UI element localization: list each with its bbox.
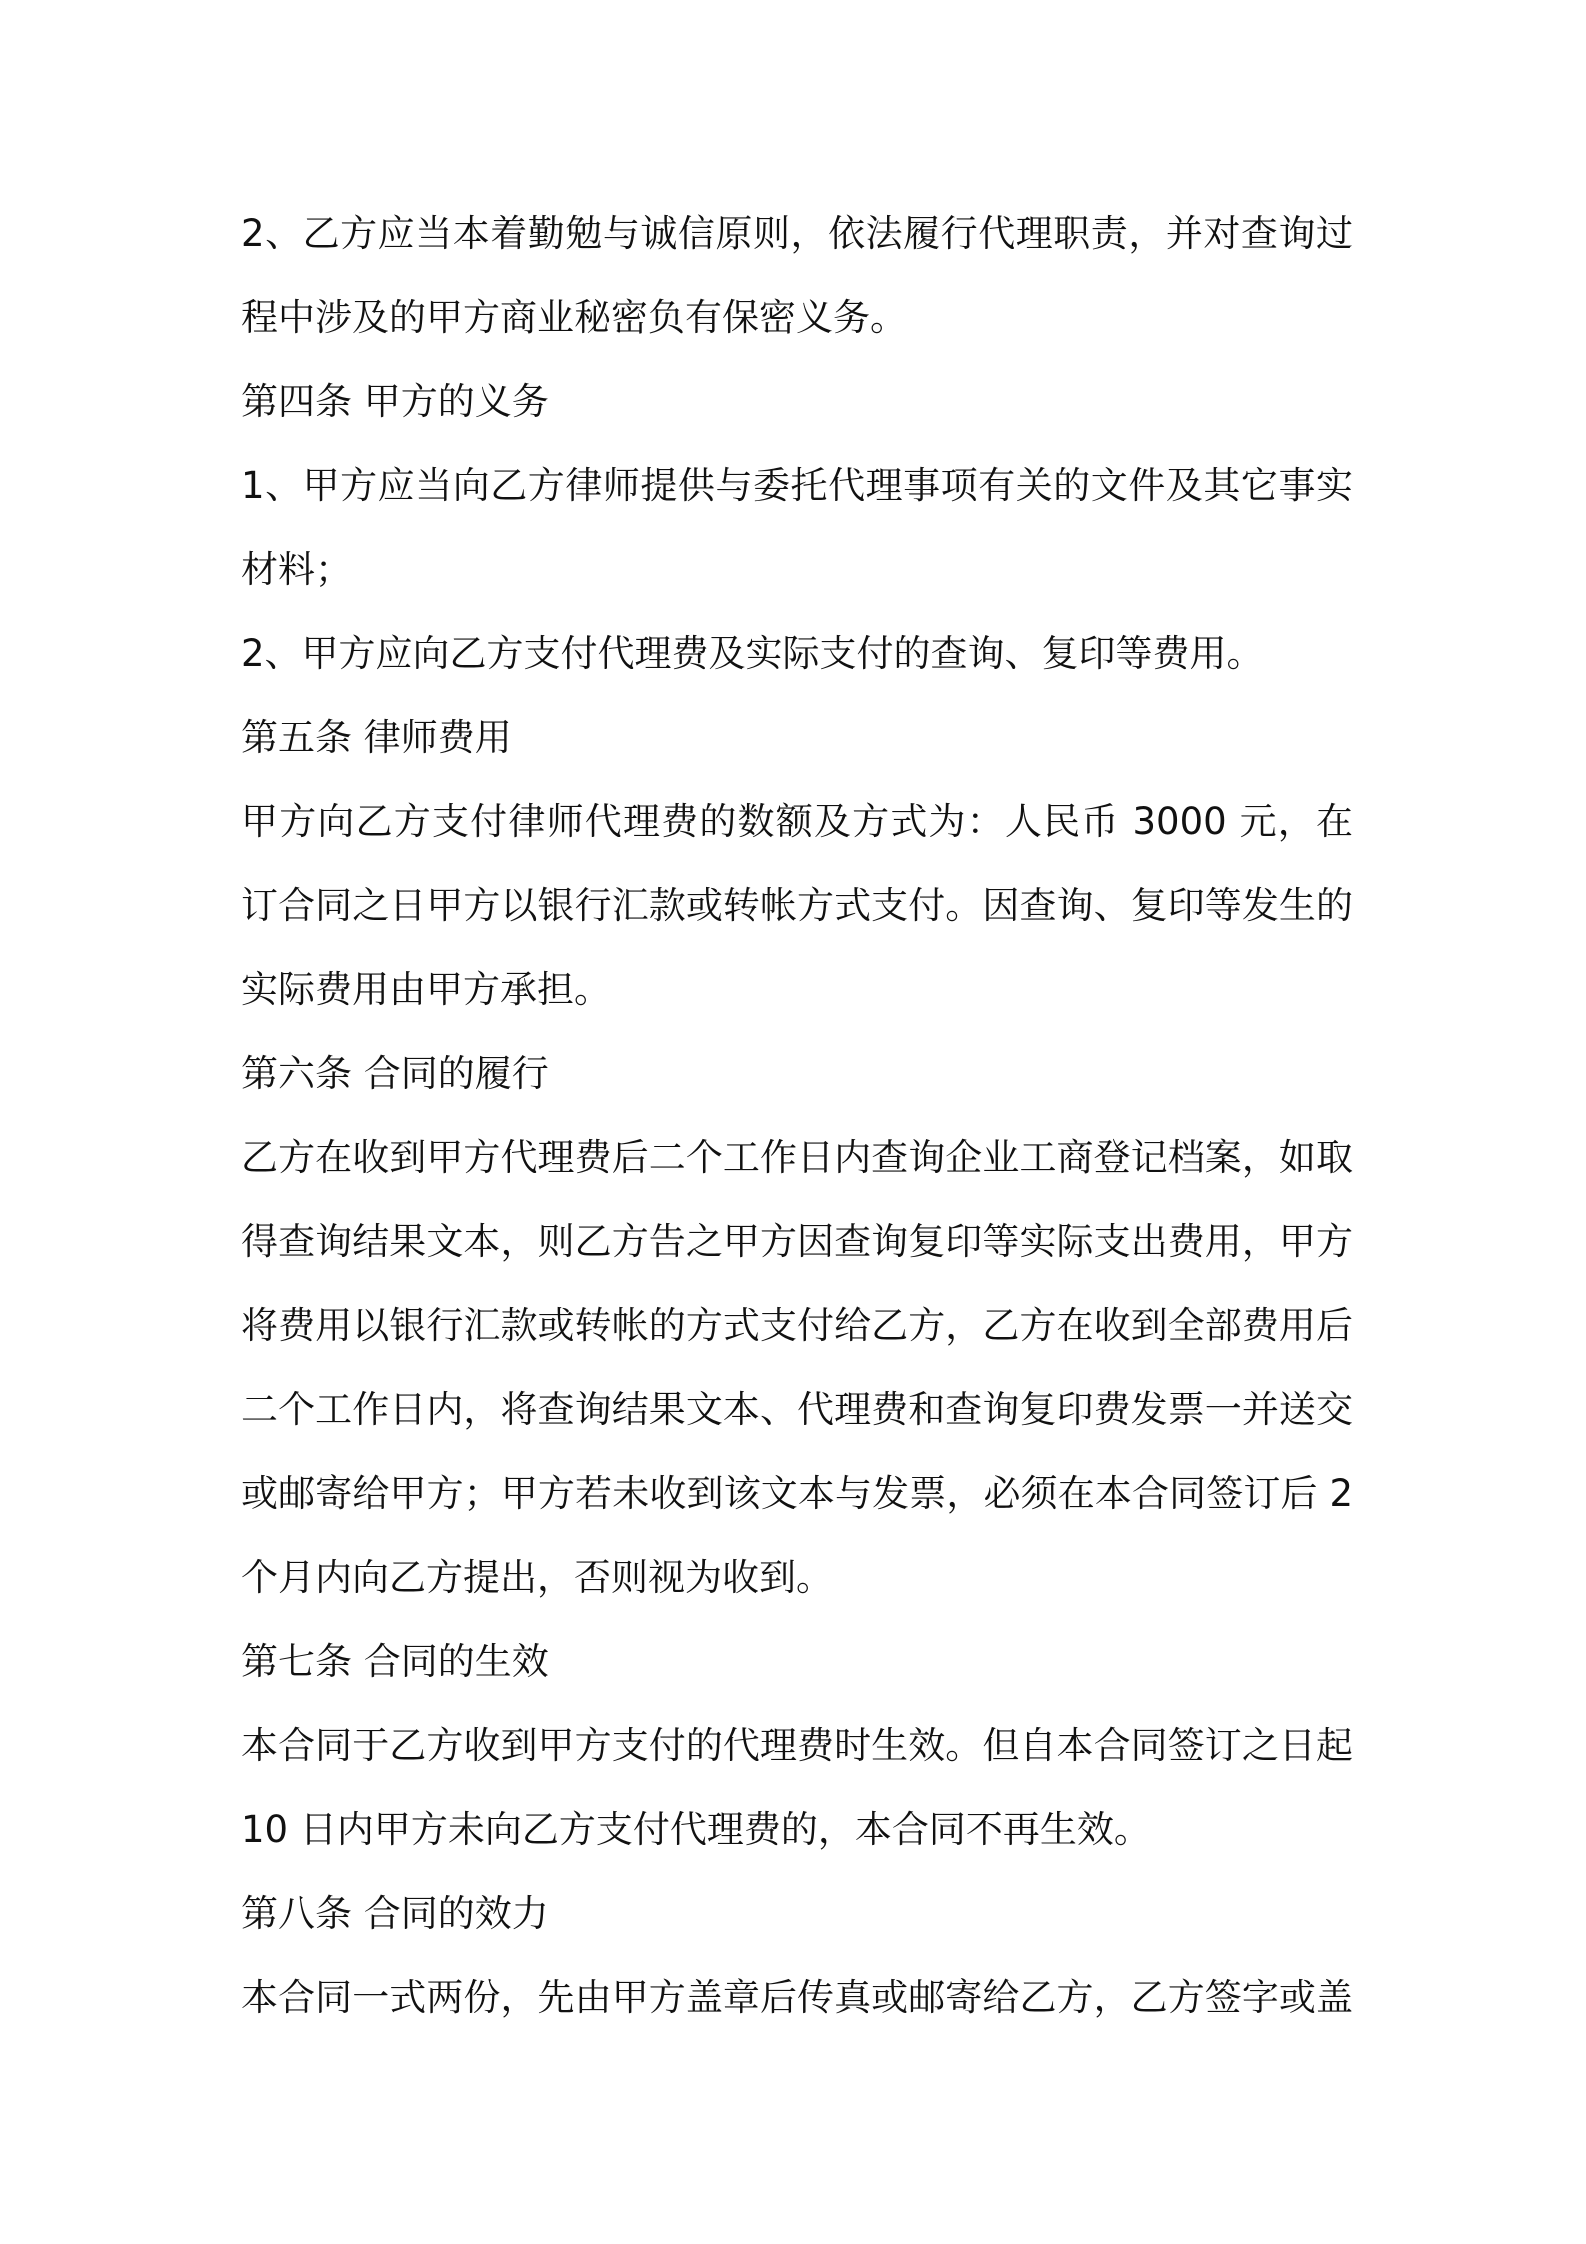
heading-article-4: 第四条 甲方的义务 [241,380,549,423]
paragraph-article-4-item-2: 2、甲方应向乙方支付代理费及实际支付的查询、复印等费用。 [241,632,1264,675]
paragraph-article-4-item-1-line-1: 1、甲方应当向乙方律师提供与委托代理事项有关的文件及其它事实 [241,464,1353,507]
paragraph-article-8-line-1: 本合同一式两份，先由甲方盖章后传真或邮寄给乙方，乙方签字或盖 [241,1976,1353,2019]
heading-article-6: 第六条 合同的履行 [241,1052,549,1095]
paragraph-article-7-line-1: 本合同于乙方收到甲方支付的代理费时生效。但自本合同签订之日起 [241,1724,1353,1767]
paragraph-article-5-line-3: 实际费用由甲方承担。 [241,968,611,1011]
paragraph-article-6-line-5: 或邮寄给甲方；甲方若未收到该文本与发票，必须在本合同签订后 2 [241,1472,1353,1515]
heading-article-8: 第八条 合同的效力 [241,1892,549,1935]
paragraph-article-6-line-4: 二个工作日内，将查询结果文本、代理费和查询复印费发票一并送交 [241,1388,1353,1431]
document-body [241,192,1353,2040]
paragraph-article-6-line-6: 个月内向乙方提出，否则视为收到。 [241,1556,833,1599]
paragraph-article-5-line-1: 甲方向乙方支付律师代理费的数额及方式为：人民币 3000 元，在 [241,800,1353,843]
paragraph-clause-3-item-2-line-1: 2、乙方应当本着勤勉与诚信原则，依法履行代理职责，并对查询过 [241,212,1353,255]
paragraph-article-5-line-2: 订合同之日甲方以银行汇款或转帐方式支付。因查询、复印等发生的 [241,884,1353,927]
paragraph-article-4-item-1-line-2: 材料； [241,548,352,591]
paragraph-article-6-line-2: 得查询结果文本，则乙方告之甲方因查询复印等实际支出费用，甲方 [241,1220,1353,1263]
heading-article-5: 第五条 律师费用 [241,716,512,759]
paragraph-article-6-line-3: 将费用以银行汇款或转帐的方式支付给乙方，乙方在收到全部费用后 [241,1304,1353,1347]
paragraph-article-7-line-2: 10 日内甲方未向乙方支付代理费的，本合同不再生效。 [241,1808,1151,1851]
heading-article-7: 第七条 合同的生效 [241,1640,549,1683]
paragraph-article-6-line-1: 乙方在收到甲方代理费后二个工作日内查询企业工商登记档案，如取 [241,1136,1353,1179]
paragraph-clause-3-item-2-line-2: 程中涉及的甲方商业秘密负有保密义务。 [241,296,907,339]
